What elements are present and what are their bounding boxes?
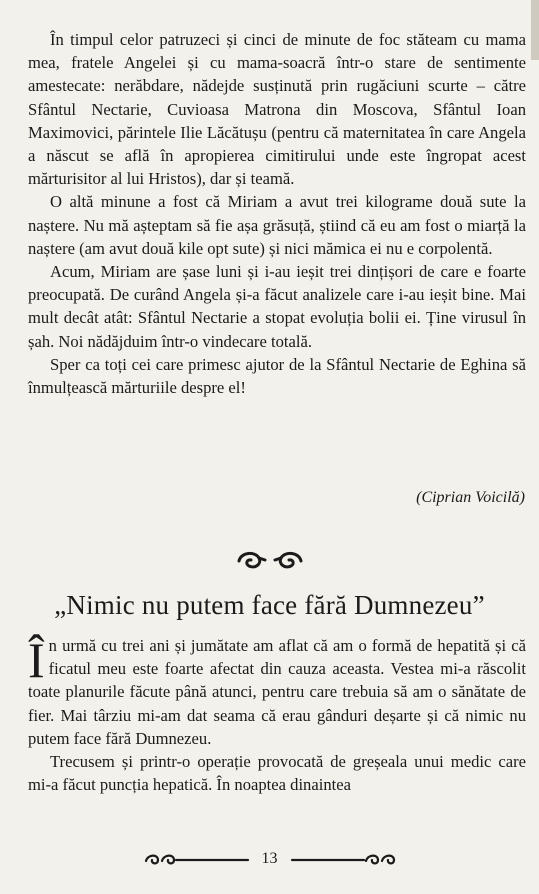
right-flourish-icon [288,851,398,867]
page-edge-shadow [531,0,539,60]
author-signature: (Ciprian Voicilă) [416,489,525,506]
left-flourish-icon [142,851,252,867]
section-paragraph-1-text: n urmă cu trei ani și jumătate am aflat că am o formă de hepatită și că ficatul meu este foarte afectat din cauza aceasta. Vestea mi-a răscolit toate planurile făcute până atunci, pentru care trebuia să am o sănătate de fier. Mai târziu mi-am dat seama că erau gânduri deșarte și că nimic nu putem face fără Dumnezeu. [28,636,526,748]
paragraph-4: Sper ca toți cei care primesc ajutor de la Sfântul Nectarie de Eghina să înmulțească mărturiile despre el! [28,354,526,398]
story-text [28,28,526,399]
section-text [28,634,526,796]
page-footer [0,844,539,874]
section-paragraph-1 [28,634,526,750]
drop-cap: Î [28,632,45,688]
paragraph-3: Acum, Miriam are șase luni și i-au ieșit trei dințișori de care e foarte preocupată. De curând Angela și-a făcut analizele care i-au ieșit bine. Mai mult decât atât: Sfântul Nectarie a stopat evoluția bolii ei. Ține virusul în șah. Noi nădăjduim într-o vindecare totală. [28,262,526,351]
paragraph-1: În timpul celor patruzeci și cinci de minute de foc stăteam cu mama mea, fratele Angelei și cu mama-soacră într-o stare de sentimente amestecate: nerăbdare, nădejde susținută prin rugăciuni scurte – către Sfântul Nectarie, Cuvioasa Matrona din Moscova, Sfântul Ioan Maximovici, părintele Ilie Lăcătușu (pentru că maternitatea în care Angela a născut se află în apropierea cimitirului unde este îngropat acest mărturisitor al lui Hristos), dar și teamă. [28,30,526,189]
section-title: „Nimic nu putem face fără Dumnezeu” [54,590,485,620]
section-paragraph-2: Trecusem și printr-o operație provocată de greșeala unui medic care mi-a făcut puncția hepatică. În noaptea dinaintea [28,752,526,795]
page-number: 13 [261,850,278,867]
double-swirl-icon [235,548,305,572]
paragraph-2: O altă minune a fost că Miriam a avut trei kilograme două sute la naștere. Nu mă așteptam să fie așa grăsuță, știind că eu am fost o miarță la naștere (am avut două kile opt sute) și nici mămica ei nu e corpolentă. [28,192,526,258]
section-divider-ornament [0,548,539,572]
